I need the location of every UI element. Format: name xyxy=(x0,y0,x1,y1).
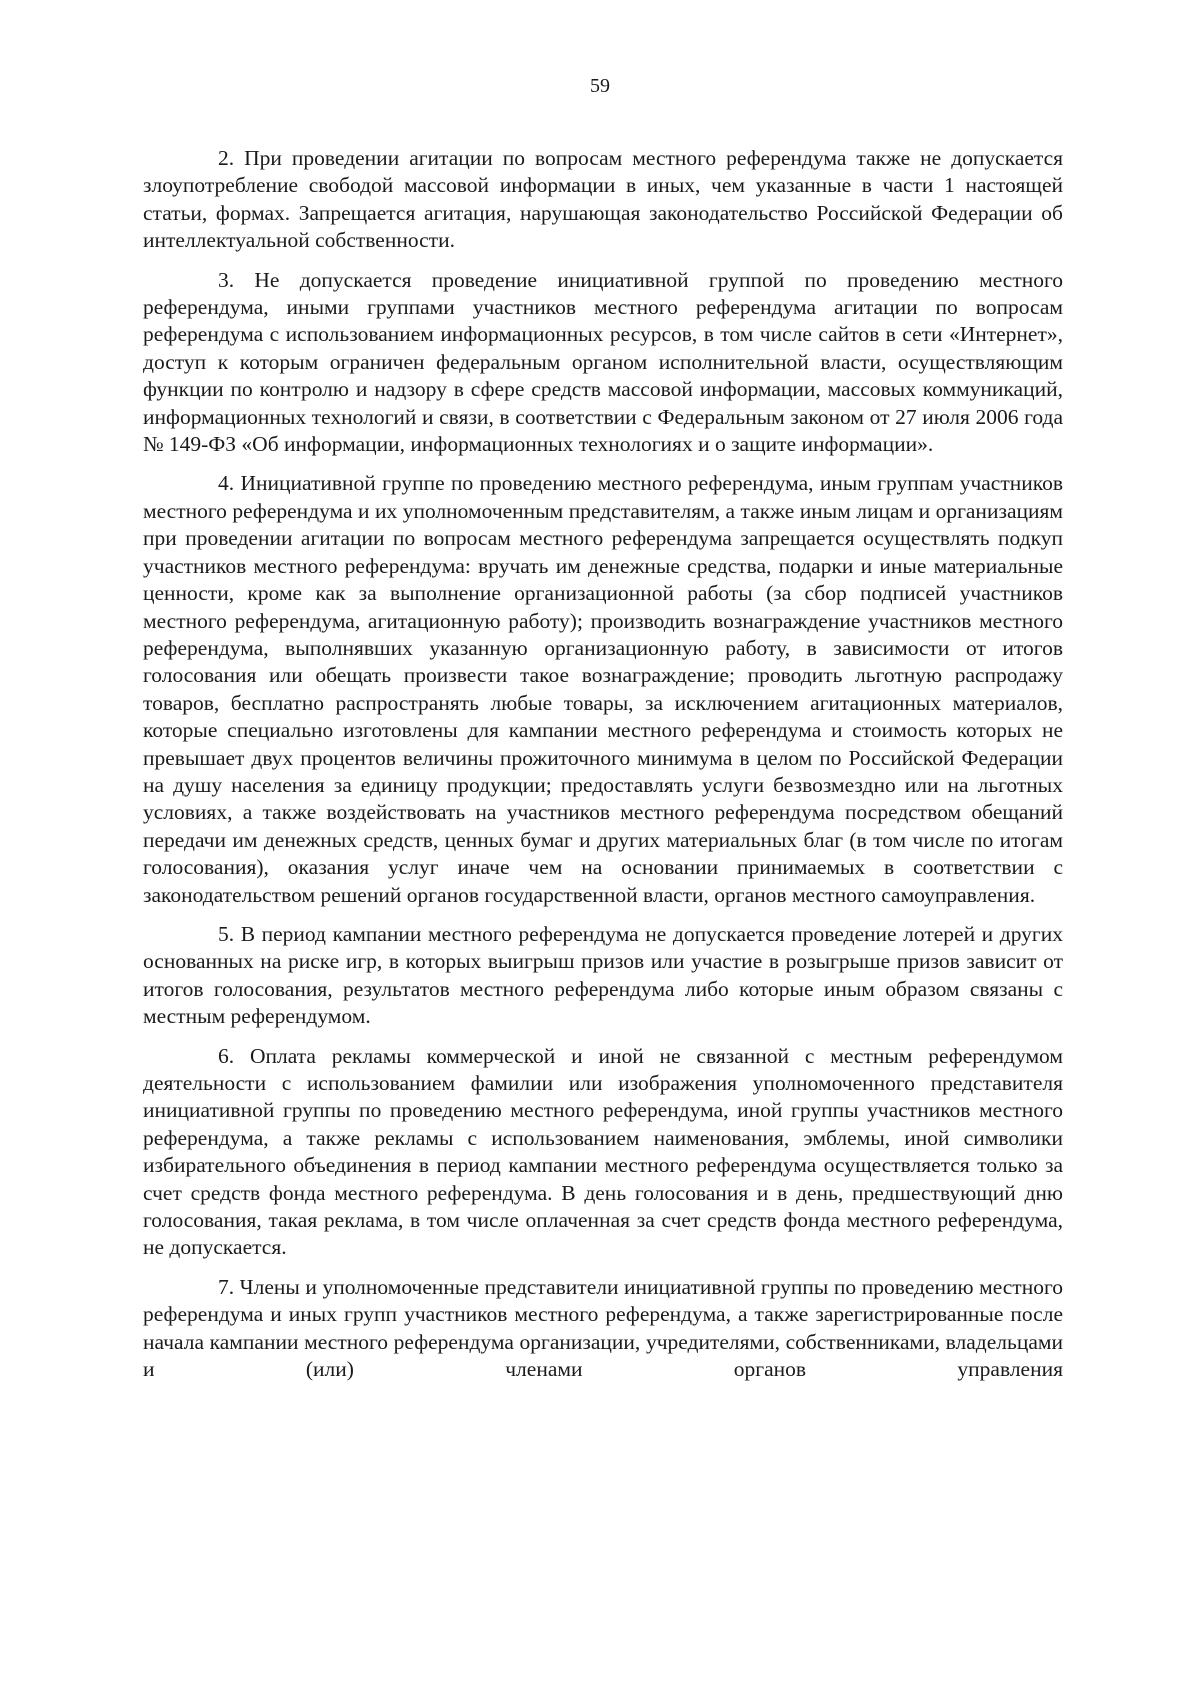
document-body xyxy=(143,145,1063,1395)
paragraph-5 xyxy=(143,921,1063,1031)
paragraph-text: Инициативной группе по проведению местного референдума, иным группам участников местного референдума и их уполномоченным представителям, а также иным лицам и организациям при проведении агитации по вопросам местного референдума запрещается осуществлять подкуп участников местного референдума: вручать им денежные средства, подарки и иные материальные ценности, кроме как за выполнение организационной работы (за сбор подписей участников местного референдума, агитационную работу); производить вознаграждение участников местного референдума, выполнявших указанную организационную работу, в зависимости от итогов голосования или обещать произвести такое вознаграждение; проводить льготную распродажу товаров, бесплатно распространять любые товары, за исключением агитационных материалов, которые специально изготовлены для кампании местного референдума и стоимость которых не превышает двух процентов величины прожиточного минимума в целом по Российской Федерации на душу населения за единицу продукции; предоставлять услуги безвозмездно или на льготных условиях, а также воздействовать на участников местного референдума посредством обещаний передачи им денежных средств, ценных бумаг и других материальных благ (в том числе по итогам голосования), оказания услуг иначе чем на основании принимаемых в соответствии с законодательством решений органов государственной власти, органов местного самоуправления. xyxy=(143,471,1063,907)
paragraph-number: 3. xyxy=(218,267,235,292)
paragraph-number: 6. xyxy=(218,1043,235,1068)
paragraph-text: Члены и уполномоченные представители инициативной группы по проведению местного референдума и иных групп участников местного референдума, а также зарегистрированные после начала кампании местного референдума организации, учредителями, собственниками, владельцами и (или) членами органов управления xyxy=(143,1274,1063,1382)
page-number: 59 xyxy=(590,75,610,97)
paragraph-4 xyxy=(143,470,1063,909)
paragraph-number: 5. xyxy=(218,921,235,946)
paragraph-3 xyxy=(143,267,1063,459)
paragraph-7 xyxy=(143,1274,1063,1384)
paragraph-number: 4. xyxy=(218,471,235,496)
paragraph-6 xyxy=(143,1043,1063,1262)
paragraph-text: Не допускается проведение инициативной группой по проведению местного референдума, иными группами участников местного референдума агитации по вопросам референдума с использованием информационных ресурсов, в том числе сайтов в сети «Интернет», доступ к которым ограничен федеральным органом исполнительной власти, осуществляющим функции по контролю и надзору в сфере средств массовой информации, массовых коммуникаций, информационных технологий и связи, в соответствии с Федеральным законом от 27 июля 2006 года № 149-ФЗ «Об информации, информационных технологиях и о защите информации». xyxy=(143,267,1064,457)
paragraph-2 xyxy=(143,145,1063,255)
paragraph-number: 2. xyxy=(218,146,235,170)
paragraph-number: 7. xyxy=(218,1274,235,1299)
paragraph-text: Оплата рекламы коммерческой и иной не связанной с местным референдумом деятельности с использованием фамилии или изображения уполномоченного представителя инициативной группы по проведению местного референдума, иной группы участников местного референдума, а также рекламы с использованием наименования, эмблемы, иной символики избирательного объединения в период кампании местного референдума осуществляется только за счет средств фонда местного референдума. В день голосования и в день, предшествующий дню голосования, такая реклама, в том числе оплаченная за счет средств фонда местного референдума, не допускается. xyxy=(143,1043,1063,1260)
paragraph-text: В период кампании местного референдума не допускается проведение лотерей и других основанных на риске игр, в которых выигрыш призов или участие в розыгрыше призов зависит от итогов голосования, результатов местного референдума либо которые иным образом связаны с местным референдумом. xyxy=(143,921,1063,1029)
paragraph-text: При проведении агитации по вопросам местного референдума также не допускается злоупотребление свободой массовой информации в иных, чем указанные в части 1 настоящей статьи, формах. Запрещается агитация, нарушающая законодательство Российской Федерации об интеллектуальной собственности. xyxy=(143,146,1063,253)
